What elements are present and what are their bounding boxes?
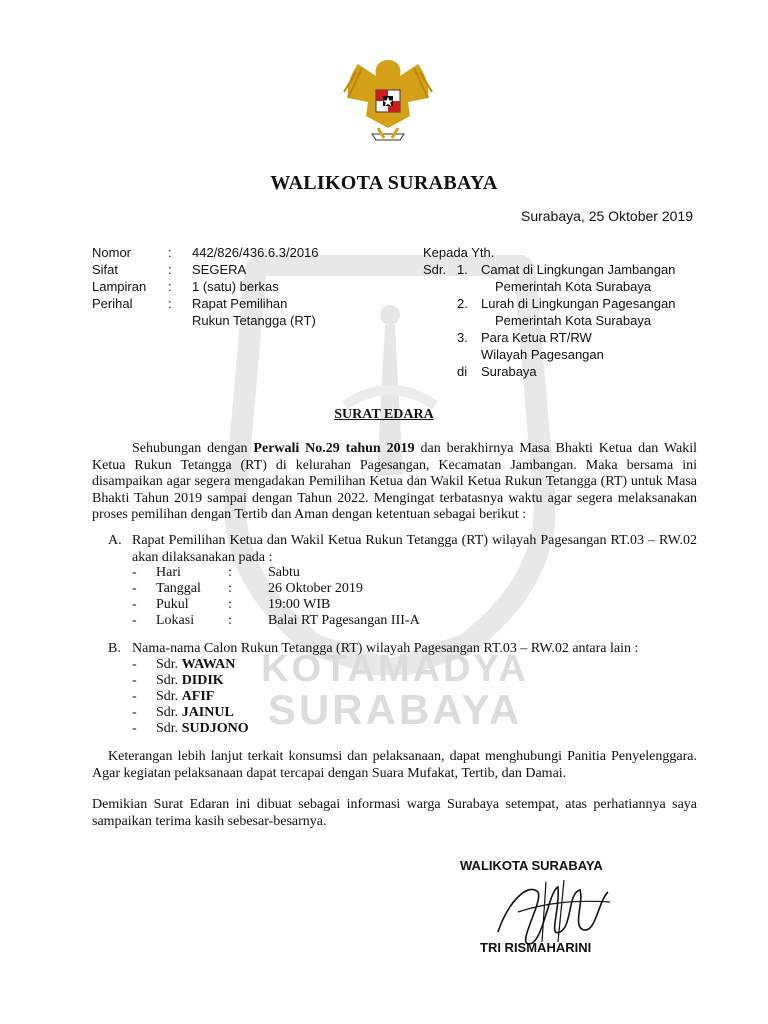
closing-paragraph-1: Keterangan lebih lanjut terkait konsumsi dan pelaksanaan, dapat menghubungi Panitia Penyelenggara. Agar kegiatan pelaksanaan dapat tercapai dengan Suara Mufakat, Tertib, dan Damai. bbox=[92, 749, 697, 781]
candidate-item: - Sdr. AFIF bbox=[132, 689, 215, 704]
watermark-line2: SURABAYA bbox=[267, 686, 523, 733]
candidate-item: - Sdr. DIDIK bbox=[132, 673, 224, 688]
recipient-1-num: 1. bbox=[457, 262, 468, 277]
section-b-text: Nama-nama Calon Rukun Tetangga (RT) wilayah Pagesangan RT.03 – RW.02 antara lain : bbox=[132, 641, 639, 656]
signatory-name: TRI RISMAHARINI bbox=[480, 940, 592, 955]
meta-perihal: Perihal : Rapat Pemilihan bbox=[92, 296, 288, 311]
recipient-1-line2: Pemerintah Kota Surabaya bbox=[495, 279, 652, 294]
recipients-prefix: Sdr. bbox=[423, 262, 447, 277]
garuda-emblem-icon bbox=[338, 52, 438, 146]
signature-title: WALIKOTA SURABAYA bbox=[460, 858, 603, 873]
section-b-marker: B. bbox=[108, 641, 121, 656]
candidate-item: - Sdr. SUDJONO bbox=[132, 721, 249, 736]
candidate-item: - Sdr. JAINUL bbox=[132, 705, 234, 720]
schedule-pukul: - Pukul : 19:00 WIB bbox=[132, 597, 331, 612]
schedule-tanggal: - Tanggal : 26 Oktober 2019 bbox=[132, 581, 363, 596]
intro-paragraph: Sehubungan dengan Perwali No.29 tahun 2019 dan berakhirnya Masa Bhakti Ketua dan Wakil Ketua Rukun Tetangga (RT) di kelurahan Pagesangan, Kecamatan Jambangan. Maka bersama ini disampaikan agar segera mengadakan Pemilihan Ketua dan Wakil Ketua Rukun Tetangga (RT) untuk Masa Bhakti Tahun 2019 sampai dengan Tahun 2022. Mengingat terbatasnya waktu agar segera melaksanakan proses pemilihan dengan Tertib dan Aman dengan ketentuan sebagai berikut : bbox=[92, 441, 697, 522]
closing-paragraph-2: Demikian Surat Edaran ini dibuat sebagai informasi warga Surabaya setempat, atas perhatiannya saya sampaikan terima kasih sebesar-besarnya. bbox=[92, 797, 697, 829]
letter-heading: SURAT EDARA bbox=[334, 407, 434, 422]
meta-nomor: Nomor : 442/826/436.6.3/2016 bbox=[92, 245, 319, 260]
letter-date: Surabaya, 25 Oktober 2019 bbox=[520, 208, 693, 224]
recipient-1-line1: Camat di Lingkungan Jambangan bbox=[481, 262, 676, 277]
watermark-line1: KOTAMADYA bbox=[261, 648, 529, 690]
meta-perihal-line2: Rukun Tetangga (RT) bbox=[192, 313, 316, 328]
recipient-3-line1: Para Ketua RT/RW bbox=[481, 330, 592, 345]
schedule-hari: - Hari : Sabtu bbox=[132, 565, 300, 580]
recipient-3-line2: Wilayah Pagesangan bbox=[481, 347, 604, 362]
recipient-2-line1: Lurah di Lingkungan Pagesangan bbox=[481, 296, 676, 311]
recipient-di-label: di bbox=[457, 364, 468, 379]
meta-sifat: Sifat : SEGERA bbox=[92, 262, 247, 277]
meta-lampiran: Lampiran : 1 (satu) berkas bbox=[92, 279, 279, 294]
section-a-marker: A. bbox=[108, 533, 122, 548]
recipient-2-num: 2. bbox=[457, 296, 468, 311]
recipient-di-value: Surabaya bbox=[481, 364, 537, 379]
section-a-text: Rapat Pemilihan Ketua dan Wakil Ketua Rukun Tetangga (RT) wilayah Pagesangan RT.03 – RW.02 akan dilaksanakan pada : bbox=[132, 533, 697, 565]
schedule-lokasi: - Lokasi : Balai RT Pagesangan III-A bbox=[132, 613, 420, 628]
recipient-3-num: 3. bbox=[457, 330, 468, 345]
letterhead-title: WALIKOTA SURABAYA bbox=[270, 172, 498, 194]
recipient-2-line2: Pemerintah Kota Surabaya bbox=[495, 313, 652, 328]
recipients-heading: Kepada Yth. bbox=[423, 245, 495, 260]
candidate-item: - Sdr. WAWAN bbox=[132, 657, 236, 672]
